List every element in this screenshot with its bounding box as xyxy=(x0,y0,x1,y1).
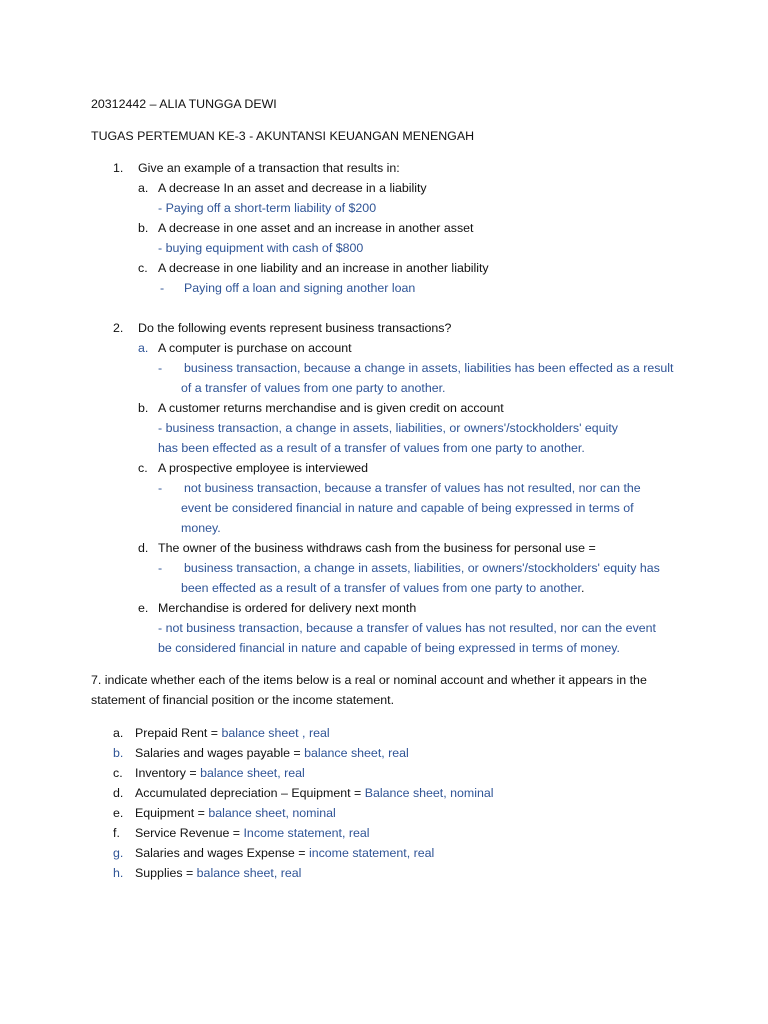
item-marker: a. xyxy=(138,341,149,355)
item-row xyxy=(135,865,301,881)
item-text: A computer is purchase on account xyxy=(158,341,352,355)
item-answer: income statement, real xyxy=(308,846,435,860)
item-label: Prepaid Rent = xyxy=(135,726,222,740)
item-marker: c. xyxy=(138,461,148,475)
item-row xyxy=(135,765,305,781)
item-marker: b. xyxy=(138,401,149,415)
item-text: Merchandise is ordered for delivery next month xyxy=(158,601,417,615)
item-marker: e. xyxy=(113,806,124,820)
item-label: Inventory = xyxy=(135,766,201,780)
question-text: Do the following events represent business transactions? xyxy=(138,321,452,335)
item-marker: c. xyxy=(138,261,148,275)
item-answer: Paying off a loan and signing another loan xyxy=(184,281,416,295)
item-row xyxy=(135,825,370,841)
item-marker: d. xyxy=(138,541,149,555)
student-id-name: 20312442 – ALIA TUNGGA DEWI xyxy=(91,97,277,111)
item-text: A decrease in one asset and an increase in another asset xyxy=(158,221,474,235)
item-marker: g. xyxy=(113,846,124,860)
item-answer-line: been effected as a result of a transfer of values from one party to another xyxy=(181,581,581,595)
item-text: A prospective employee is interviewed xyxy=(158,461,369,475)
item-label: Supplies = xyxy=(135,866,197,880)
item-marker: e. xyxy=(138,601,149,615)
item-label: Salaries and wages payable = xyxy=(135,746,305,760)
item-label: Service Revenue = xyxy=(135,826,244,840)
item-marker: b. xyxy=(113,746,124,760)
item-answer-line: of a transfer of values from one party to another. xyxy=(181,381,446,395)
item-answer-line: be considered financial in nature and capable of being expressed in terms of money. xyxy=(158,641,620,655)
item-label: Accumulated depreciation – Equipment = xyxy=(135,786,365,800)
item-answer: - buying equipment with cash of $800 xyxy=(158,241,364,255)
item-answer: Balance sheet, nominal xyxy=(364,786,494,800)
item-answer-line: has been effected as a result of a transfer of values from one party to another. xyxy=(158,441,585,455)
item-answer-line: event be considered financial in nature and capable of being expressed in terms of xyxy=(181,501,634,515)
item-marker: d. xyxy=(113,786,124,800)
item-marker: f. xyxy=(113,826,120,840)
item-answer-line: business transaction, a change in assets, liabilities, or owners'/stockholders' equity has xyxy=(184,561,660,575)
item-marker: a. xyxy=(113,726,124,740)
item-answer-line: business transaction, because a change in assets, liabilities has been effected as a result xyxy=(184,361,674,375)
item-answer-dash: - xyxy=(158,481,163,495)
question-number: 2. xyxy=(113,321,124,335)
item-row xyxy=(135,785,494,801)
item-answer-dash: - xyxy=(158,361,163,375)
item-answer-line: - not business transaction, because a transfer of values has not resulted, nor can the event xyxy=(158,621,656,635)
item-marker: c. xyxy=(113,766,123,780)
item-label: Salaries and wages Expense = xyxy=(135,846,309,860)
item-answer-period: . xyxy=(580,581,585,595)
item-marker: h. xyxy=(113,866,124,880)
item-answer: balance sheet, nominal xyxy=(208,806,336,820)
item-answer-line: - business transaction, a change in assets, liabilities, or owners'/stockholders' equity xyxy=(158,421,618,435)
question-text: Give an example of a transaction that results in: xyxy=(138,161,400,175)
question-intro-line: statement of financial position or the income statement. xyxy=(91,693,395,707)
item-answer-line-wrap xyxy=(181,580,584,596)
question-number: 1. xyxy=(113,161,124,175)
item-text: A decrease in one liability and an increase in another liability xyxy=(158,261,489,275)
item-text: A customer returns merchandise and is given credit on account xyxy=(158,401,504,415)
item-marker: a. xyxy=(138,181,149,195)
item-label: Equipment = xyxy=(135,806,209,820)
item-row xyxy=(135,845,434,861)
item-text: The owner of the business withdraws cash from the business for personal use = xyxy=(158,541,596,555)
item-answer: balance sheet , real xyxy=(221,726,330,740)
item-row xyxy=(135,805,336,821)
item-answer: balance sheet, real xyxy=(196,866,302,880)
item-row xyxy=(135,745,409,761)
item-text: A decrease In an asset and decrease in a liability xyxy=(158,181,427,195)
item-answer-dash: - xyxy=(158,561,163,575)
question-intro-line: 7. indicate whether each of the items below is a real or nominal account and whether it appears in the xyxy=(91,673,647,687)
item-answer: balance sheet, real xyxy=(304,746,409,760)
item-row xyxy=(135,725,330,741)
assignment-title: TUGAS PERTEMUAN KE-3 - AKUNTANSI KEUANGAN MENENGAH xyxy=(91,129,475,143)
item-answer-line: money. xyxy=(181,521,221,535)
item-answer-dash: - xyxy=(160,281,165,295)
item-answer: Income statement, real xyxy=(243,826,370,840)
item-answer-line: not business transaction, because a transfer of values has not resulted, nor can the xyxy=(184,481,641,495)
item-answer: balance sheet, real xyxy=(200,766,305,780)
item-marker: b. xyxy=(138,221,149,235)
item-answer: - Paying off a short-term liability of $200 xyxy=(158,201,377,215)
